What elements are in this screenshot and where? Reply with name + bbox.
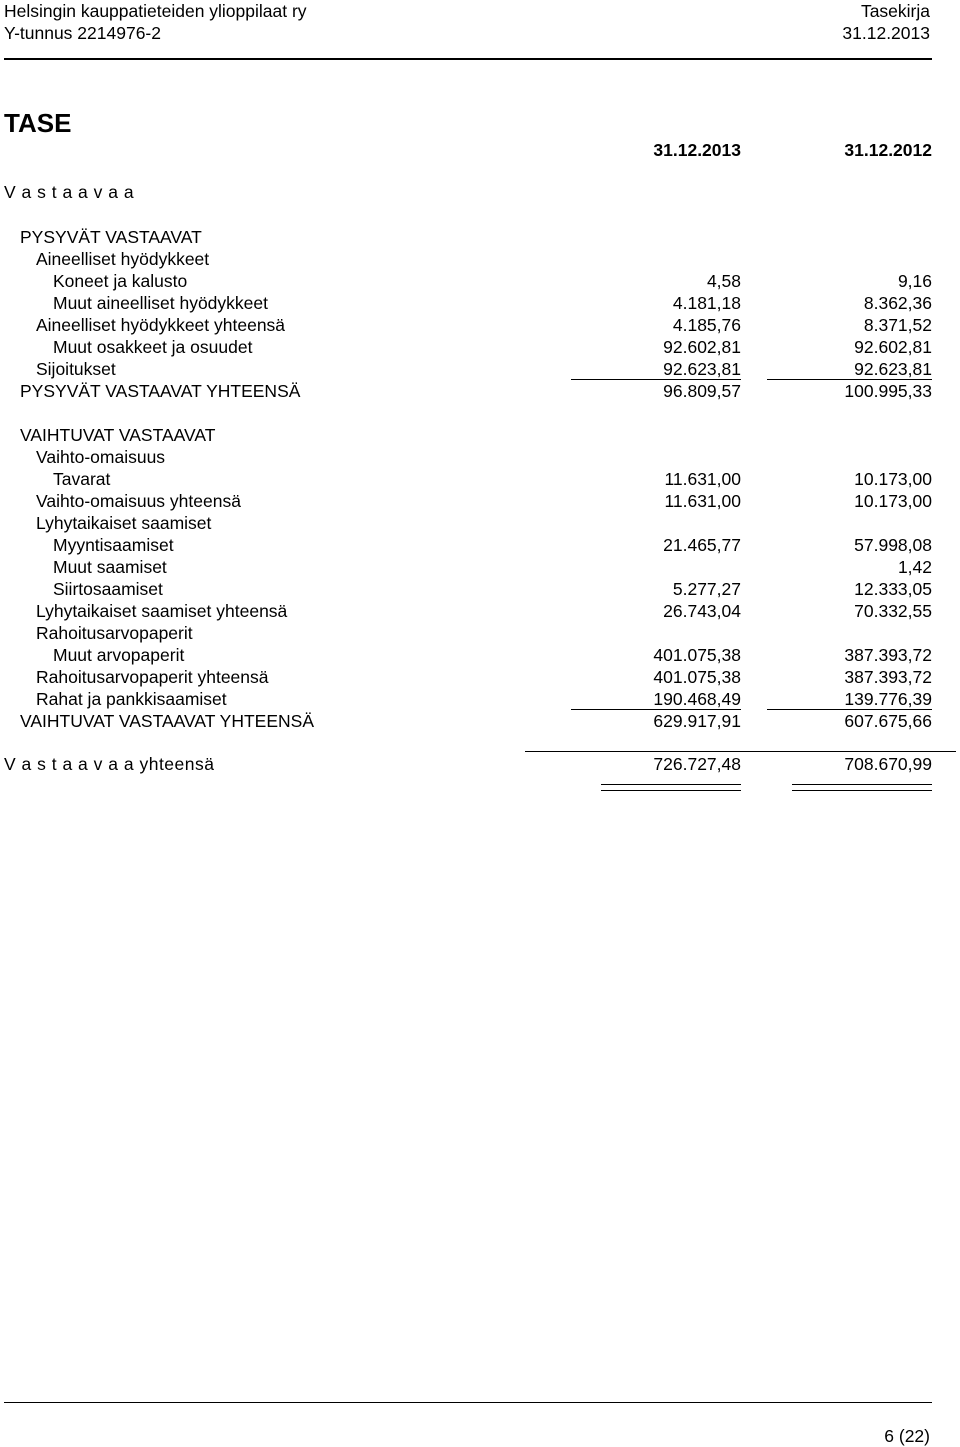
value-previous: 10.173,00: [854, 469, 932, 489]
value-previous: 387.393,72: [844, 645, 932, 665]
value-current: 401.075,38: [653, 667, 741, 687]
value-current: 11.631,00: [664, 491, 741, 511]
value-previous: 57.998,08: [854, 535, 932, 555]
footer-rule: [4, 1402, 932, 1403]
value-current: 401.075,38: [653, 645, 741, 665]
row-label: Rahoitusarvopaperit yhteensä: [36, 667, 269, 687]
double-underline-previous: [792, 784, 932, 791]
row-label: Muut aineelliset hyödykkeet: [53, 293, 268, 313]
value-previous: 139.776,39: [844, 689, 932, 709]
table-row: [0, 512, 960, 534]
value-previous: 387.393,72: [844, 667, 932, 687]
value-previous: 100.995,33: [844, 381, 932, 401]
value-previous: 8.371,52: [863, 315, 932, 335]
value-previous: 1,42: [897, 557, 932, 577]
table-row: [0, 534, 960, 556]
value-previous: 607.675,66: [844, 711, 932, 731]
org-name: Helsingin kauppatieteiden ylioppilaat ry: [4, 1, 307, 21]
page-title: TASE: [4, 108, 72, 138]
header-date: 31.12.2013: [842, 23, 930, 43]
row-label: Aineelliset hyödykkeet: [36, 249, 210, 269]
row-label: Lyhytaikaiset saamiset: [36, 513, 212, 533]
table-row: [0, 468, 960, 490]
row-label: Muut osakkeet ja osuudet: [53, 337, 253, 357]
double-underline-current: [601, 784, 741, 791]
table-row: [0, 666, 960, 688]
table-row: [0, 336, 960, 358]
row-label: Vaihto-omaisuus yhteensä: [36, 491, 241, 511]
table-row: [0, 270, 960, 292]
value-current: 4,58: [706, 271, 741, 291]
row-label: Muut arvopaperit: [53, 645, 185, 665]
page-header: [4, 0, 930, 44]
total-rule: [525, 751, 956, 752]
row-label: Vaihto-omaisuus: [36, 447, 166, 467]
value-previous: 12.333,05: [854, 579, 932, 599]
row-label: Koneet ja kalusto: [53, 271, 188, 291]
value-current: 21.465,77: [663, 535, 741, 555]
table-row: [0, 358, 960, 380]
value-current: 629.917,91: [653, 711, 741, 731]
header-rule: [4, 58, 932, 60]
table-row: [0, 424, 960, 446]
table-row: [0, 622, 960, 644]
value-current: 92.602,81: [663, 337, 741, 357]
table-row: [0, 556, 960, 578]
value-current: 92.623,81: [663, 359, 741, 379]
row-label: Muut saamiset: [53, 557, 167, 577]
section-title: V a s t a a v a a: [4, 182, 135, 202]
total-label: V a s t a a v a a yhteensä: [4, 754, 215, 774]
table-row: [0, 688, 960, 710]
table-row: [0, 314, 960, 336]
value-previous: 8.362,36: [863, 293, 932, 313]
balance-sheet-rows: [0, 226, 960, 732]
table-row: [0, 380, 960, 402]
value-previous: 70.332,55: [854, 601, 932, 621]
value-current: 5.277,27: [672, 579, 741, 599]
total-previous: 708.670,99: [844, 754, 932, 774]
value-previous: 92.602,81: [854, 337, 932, 357]
row-label: Sijoitukset: [36, 359, 116, 379]
value-current: 26.743,04: [663, 601, 741, 621]
row-label: Myyntisaamiset: [53, 535, 174, 555]
value-current: 96.809,57: [663, 381, 741, 401]
value-previous: 9,16: [897, 271, 932, 291]
total-row: [0, 753, 960, 775]
doc-type: Tasekirja: [860, 1, 930, 21]
value-current: 4.185,76: [672, 315, 741, 335]
table-row: [0, 490, 960, 512]
total-current: 726.727,48: [653, 754, 741, 774]
column-header-previous: 31.12.2012: [844, 140, 932, 160]
table-row: [0, 226, 960, 248]
table-row: [0, 446, 960, 468]
row-label: Tavarat: [53, 469, 111, 489]
table-row: [0, 292, 960, 314]
row-label: Aineelliset hyödykkeet yhteensä: [36, 315, 286, 335]
value-current: 190.468,49: [653, 689, 741, 709]
row-label: VAIHTUVAT VASTAAVAT YHTEENSÄ: [20, 711, 315, 731]
value-previous: 10.173,00: [854, 491, 932, 511]
row-label: Rahoitusarvopaperit: [36, 623, 193, 643]
row-label: PYSYVÄT VASTAAVAT: [20, 227, 202, 247]
row-label: Lyhytaikaiset saamiset yhteensä: [36, 601, 288, 621]
table-row: [0, 600, 960, 622]
page-number: 6 (22): [884, 1426, 930, 1446]
column-header-current: 31.12.2013: [653, 140, 741, 160]
table-row: [0, 248, 960, 270]
business-id: Y-tunnus 2214976-2: [4, 23, 161, 43]
row-label: PYSYVÄT VASTAAVAT YHTEENSÄ: [20, 381, 301, 401]
table-row: [0, 710, 960, 732]
value-current: 11.631,00: [664, 469, 741, 489]
table-row: [0, 578, 960, 600]
row-label: VAIHTUVAT VASTAAVAT: [20, 425, 216, 445]
value-previous: 92.623,81: [854, 359, 932, 379]
row-label: Rahat ja pankkisaamiset: [36, 689, 227, 709]
row-label: Siirtosaamiset: [53, 579, 163, 599]
table-row: [0, 644, 960, 666]
value-current: 4.181,18: [672, 293, 741, 313]
